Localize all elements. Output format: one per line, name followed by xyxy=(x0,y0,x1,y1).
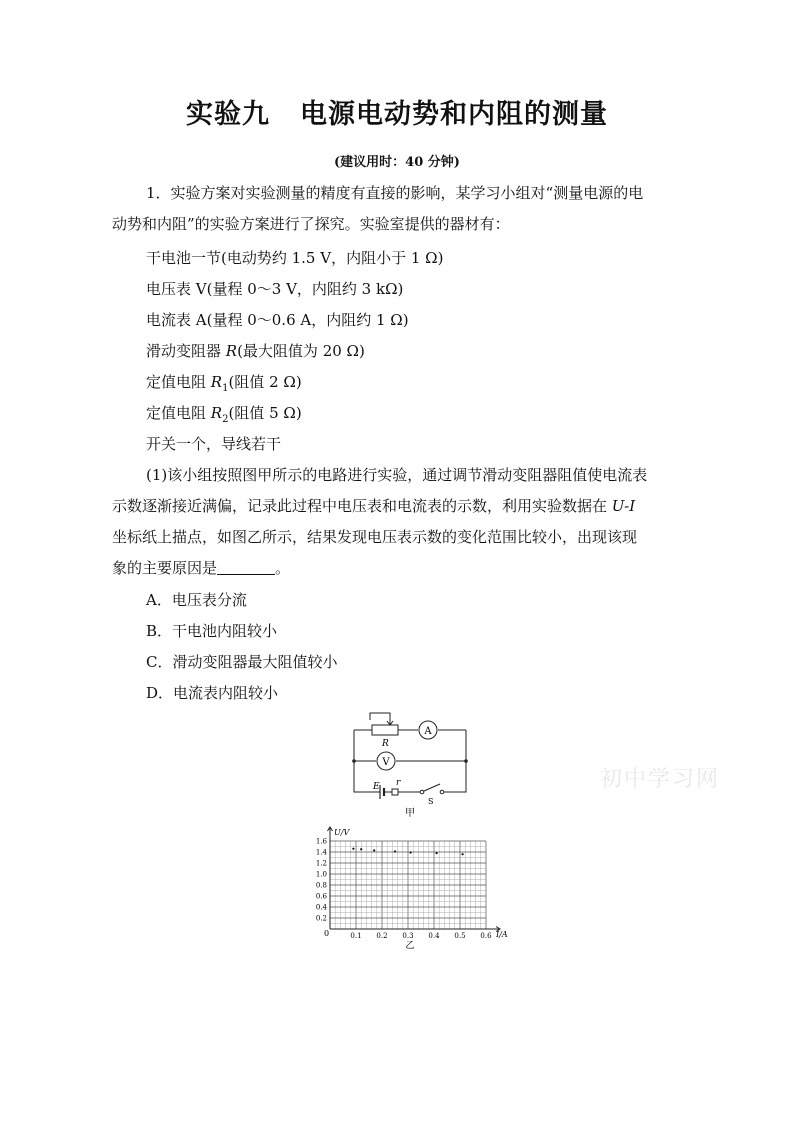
y-tick-label: 0.2 xyxy=(315,914,327,923)
equipment-ammeter: 电流表 A(量程 0～0.6 A，内阻约 1 Ω) xyxy=(146,311,409,329)
ui-graph xyxy=(306,823,520,953)
y-tick-label: 1.2 xyxy=(315,859,327,868)
data-point xyxy=(394,850,396,852)
equipment-resistor-r1: 定值电阻 $R_1$(阻值 2 Ω) xyxy=(146,373,302,394)
page-title: 实验九 电源电动势和内阻的测量 xyxy=(186,99,608,130)
equipment-switch-wires: 开关一个，导线若干 xyxy=(146,435,282,453)
circuit-caption: 甲 xyxy=(405,808,415,819)
x-tick-label: 0.5 xyxy=(454,932,466,940)
option-d: D．电流表内阻较小 xyxy=(146,684,279,702)
question-intro: 1．实验方案对实验测量的精度有直接的影响，某学习小组对“测量电源的电 动势和内阻”的实验方案进行了探究。实验室提供的器材有： xyxy=(112,184,644,233)
voltmeter-label: V xyxy=(382,757,390,768)
origin-label: 0 xyxy=(324,929,330,938)
option-b: B．干电池内阻较小 xyxy=(146,622,278,640)
x-tick-label: 0.6 xyxy=(480,932,492,940)
data-point xyxy=(410,851,412,853)
emf-label: E xyxy=(373,782,380,792)
y-axis-label: U/V xyxy=(334,828,350,837)
y-tick-label: 1.0 xyxy=(315,870,327,879)
ammeter-label: A xyxy=(424,726,432,737)
switch-label: S xyxy=(428,797,434,806)
data-point xyxy=(360,848,362,850)
data-point xyxy=(373,849,375,851)
data-point xyxy=(436,852,438,854)
watermark: 初中学习网 xyxy=(600,767,721,792)
circuit-diagram xyxy=(340,710,480,820)
graph-caption: 乙 xyxy=(405,941,415,951)
junction-dot xyxy=(464,759,468,763)
x-tick-label: 0.1 xyxy=(350,932,362,940)
option-c: C．滑动变阻器最大阻值较小 xyxy=(146,653,338,671)
equipment-rheostat: 滑动变阻器 R(最大阻值为 20 Ω) xyxy=(146,342,365,360)
x-tick-label: 0.2 xyxy=(376,932,388,940)
equipment-battery: 干电池一节(电动势约 1.5 V，内阻小于 1 Ω) xyxy=(146,249,444,267)
equipment-resistor-r2: 定值电阻 $R_2$(阻值 5 Ω) xyxy=(146,404,302,425)
y-tick-label: 1.6 xyxy=(315,837,327,846)
y-tick-label: 0.6 xyxy=(315,892,327,901)
rheostat-symbol xyxy=(372,725,398,735)
question-part1: (1)该小组按照图甲所示的电路进行实验，通过调节滑动变阻器阻值使电流表 示数逐渐接近满偏，记录此过程中电压表和电流表的示数，利用实验数据在 U-I 坐标纸上描点，如图乙所示，结果发现电压表示数的变化范围比较小，出现该现 象的主要原因是 。 xyxy=(112,466,648,577)
y-tick-label: 0.8 xyxy=(315,881,327,890)
x-tick-label: 0.3 xyxy=(402,932,414,940)
answer-blank[interactable] xyxy=(217,560,275,575)
y-tick-label: 1.4 xyxy=(315,848,327,857)
internal-resistance-label: r xyxy=(396,778,401,788)
x-axis-label: I/A xyxy=(496,930,508,939)
x-tick-label: 0.4 xyxy=(428,932,440,940)
option-a: A．电压表分流 xyxy=(146,591,247,609)
y-tick-label: 0.4 xyxy=(315,903,327,912)
data-point xyxy=(352,848,354,850)
suggested-time: (建议用时：40 分钟) xyxy=(334,155,460,170)
junction-dot xyxy=(352,759,356,763)
data-point xyxy=(462,853,464,855)
rheostat-label: R xyxy=(382,739,389,749)
equipment-voltmeter: 电压表 V(量程 0～3 V，内阻约 3 kΩ) xyxy=(146,280,404,298)
